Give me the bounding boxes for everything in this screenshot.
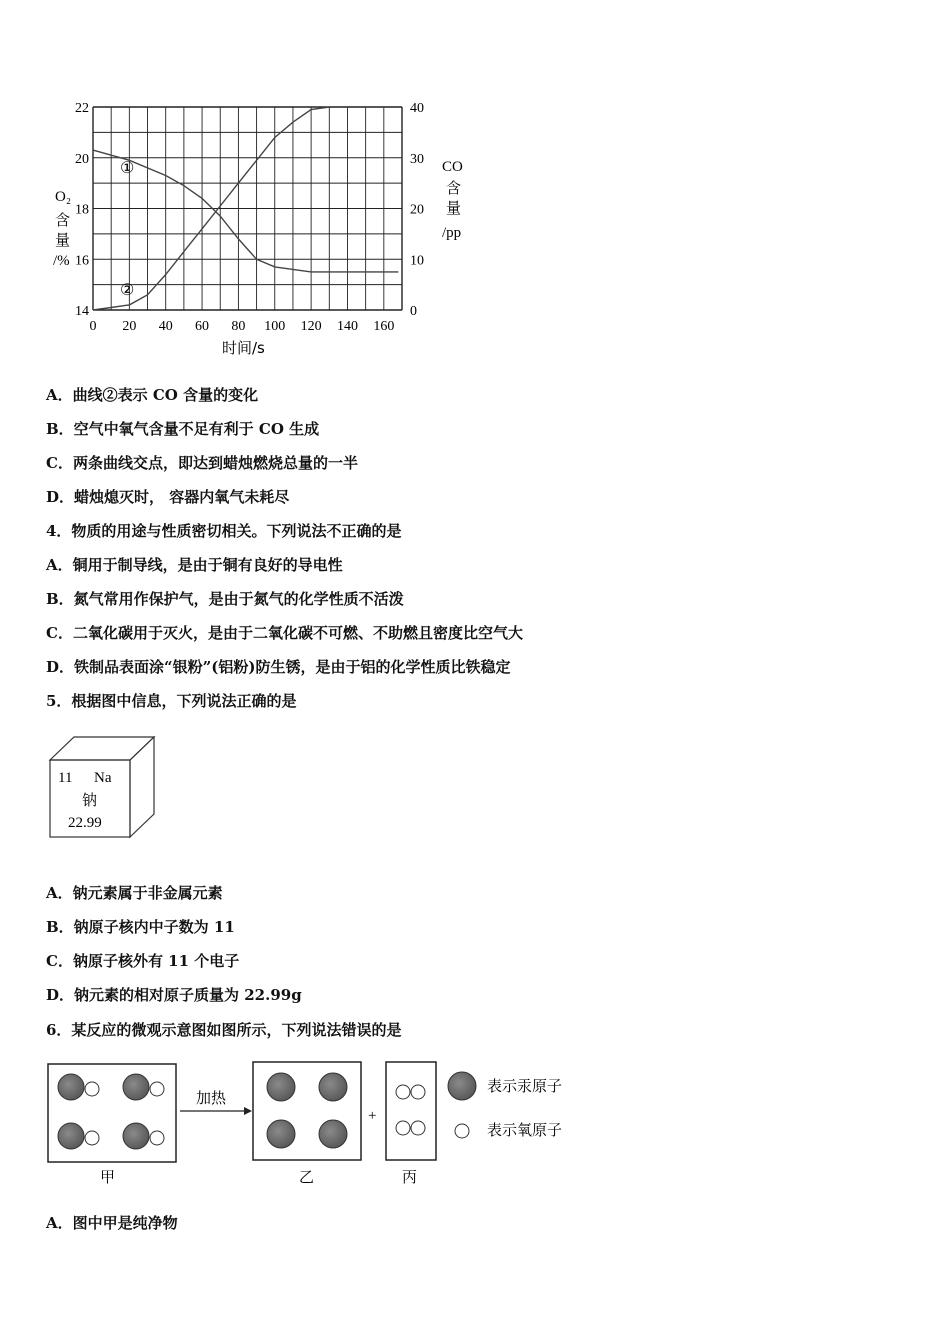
element-symbol: Na — [94, 770, 112, 786]
x-tick-label: 80 — [231, 319, 246, 334]
reaction-diagram — [40, 1058, 600, 1190]
q6-stem: 6．某反应的微观示意图如图所示，下列说法错误的是 — [46, 1021, 402, 1039]
x-tick-label: 100 — [264, 319, 286, 334]
o2-co-chart — [40, 95, 480, 365]
left-axis-label-line-3: /% — [53, 253, 70, 269]
sodium-element-card — [44, 732, 164, 844]
q5-option-d: D．钠元素的相对原子质量为 22.99g — [46, 986, 302, 1004]
q6-option-a: A．图中甲是纯净物 — [46, 1214, 178, 1232]
q5-option-c: C．钠原子核外有 11 个电子 — [46, 952, 240, 970]
q3-option-d: D．蜡烛熄灭时， 容器内氧气未耗尽 — [46, 488, 290, 506]
q5-option-a: A．钠元素属于非金属元素 — [46, 884, 223, 902]
x-tick-label: 120 — [300, 319, 322, 334]
x-tick-label: 140 — [336, 319, 358, 334]
legend-o-atom — [455, 1124, 469, 1138]
left-axis-label-line-2: 量 — [55, 231, 71, 249]
series-2-label: ② — [120, 282, 135, 299]
legend-hg-atom — [448, 1072, 476, 1100]
right-tick-label: 0 — [410, 304, 417, 319]
element-mass: 22.99 — [68, 815, 102, 831]
q4-option-c: C．二氧化碳用于灭火，是由于二氧化碳不可燃、不助燃且密度比空气大 — [46, 624, 523, 642]
q4-option-a: A．铜用于制导线，是由于铜有良好的导电性 — [46, 556, 343, 574]
box-bing — [386, 1062, 436, 1160]
q5-option-b: B．钠原子核内中子数为 11 — [46, 918, 235, 936]
q3-option-c: C．两条曲线交点，即达到蜡烛燃烧总量的一半 — [46, 454, 358, 472]
q4-option-d: D．铁制品表面涂“银粉”(铝粉)防生锈，是由于铝的化学性质比铁稳定 — [46, 658, 511, 676]
right-axis-label-line-3: /pp — [442, 225, 462, 241]
box-yi — [253, 1062, 361, 1160]
x-tick-label: 60 — [195, 319, 210, 334]
left-tick-label: 20 — [75, 151, 89, 167]
hgo-molecules — [58, 1074, 164, 1149]
left-tick-label: 16 — [75, 253, 89, 269]
series-line-1 — [93, 150, 398, 272]
chart-grid — [93, 107, 402, 310]
right-axis-label-line-2: 量 — [446, 199, 462, 217]
left-tick-label: 18 — [75, 202, 89, 218]
label-yi: 乙 — [299, 1168, 315, 1186]
o2-molecules — [396, 1085, 425, 1135]
x-tick-label: 20 — [122, 319, 137, 334]
x-tick-label: 40 — [158, 319, 173, 334]
element-name: 钠 — [82, 791, 98, 809]
left-tick-label: 22 — [75, 101, 89, 116]
q3-option-a: A．曲线②表示 CO 含量的变化 — [46, 386, 259, 404]
label-bing: 丙 — [402, 1168, 418, 1186]
left-axis-label-line-1: 含 — [55, 211, 71, 229]
left-axis-label-top: O₂ — [55, 189, 72, 205]
hg-atoms — [267, 1073, 347, 1148]
q4-stem: 4．物质的用途与性质密切相关。下列说法不正确的是 — [46, 522, 402, 540]
element-number: 11 — [58, 770, 73, 786]
series-1-label: ① — [120, 160, 135, 177]
x-tick-label: 0 — [89, 319, 97, 334]
right-tick-label: 20 — [410, 202, 424, 218]
q3-option-b: B．空气中氧气含量不足有利于 CO 生成 — [46, 420, 320, 438]
x-tick-label: 160 — [373, 319, 395, 334]
right-tick-label: 10 — [410, 253, 424, 269]
label-jia: 甲 — [100, 1168, 116, 1186]
right-tick-label: 40 — [410, 101, 424, 116]
right-tick-label: 30 — [410, 151, 424, 167]
q5-stem: 5．根据图中信息，下列说法正确的是 — [46, 692, 297, 710]
right-axis-label-top: CO — [442, 159, 463, 175]
x-axis-label: 时间/s — [222, 339, 265, 357]
q4-option-b: B．氮气常用作保护气，是由于氮气的化学性质不活泼 — [46, 590, 404, 608]
chart-ticks — [75, 101, 424, 334]
legend-hg-label: 表示汞原子 — [487, 1077, 563, 1095]
arrow-label: 加热 — [196, 1089, 227, 1107]
legend-o-label: 表示氧原子 — [487, 1121, 563, 1139]
plus-sign: + — [368, 1108, 377, 1124]
left-tick-label: 14 — [75, 304, 89, 319]
right-axis-label-line-1: 含 — [446, 179, 462, 197]
